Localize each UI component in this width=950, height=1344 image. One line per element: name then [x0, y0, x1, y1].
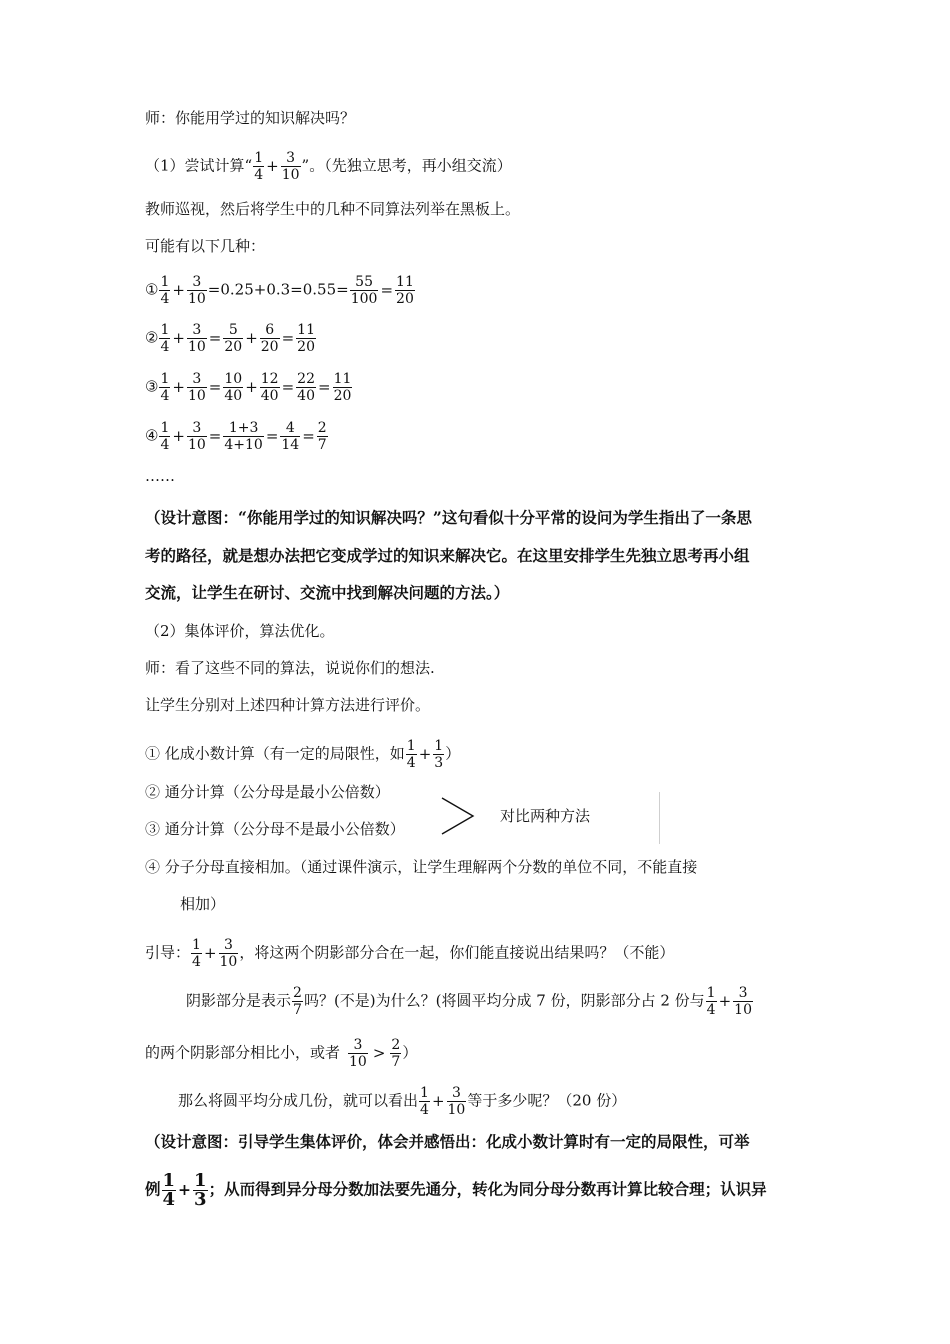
teacher-patrol-text: 教师巡视，然后将学生中的几种不同算法列举在黑板上。 [145, 200, 521, 218]
try-calculate-line: （1）尝试计算“ $\frac{1}{4}$ + $\frac{3}{10}$ ”。（先独立思考，再小组交流） [145, 150, 512, 183]
method-1-line: ① $\frac{1}{4}$ + $\frac{3}{10}$ =0.25+0.3=0.55= $\frac{55}{100}$ = $\frac{11}{20}$ [145, 274, 414, 307]
evaluation-item-2: ② 通分计算（公分母是最小公倍数） [145, 783, 390, 801]
fraction: $\frac{1}{4}$ [254, 150, 264, 183]
design-intent-2-line-2: 例 $\frac{1}{4}$ + $\frac{1}{3}$ ；从而得到异分母分数加法要先通分，转化为同分母分数再计算比较合理；认识异 [145, 1170, 767, 1210]
student-evaluation-text: 让学生分别对上述四种计算方法进行评价。 [145, 696, 431, 714]
guide-line-3: 的两个阴影部分相比小，或者 $\frac{3}{10}$ > $\frac{2}{7}$ ） [145, 1037, 418, 1070]
evaluation-item-4: ④ 分子分母直接相加。（通过课件演示，让学生理解两个分数的单位不同，不能直接 [145, 858, 698, 876]
teacher-question: 师：你能用学过的知识解决吗？ [145, 109, 356, 127]
evaluation-item-1: ① 化成小数计算（有一定的局限性，如 $\frac{1}{4}$ + $\frac{1}{3}$ ） [145, 738, 461, 771]
divider [659, 792, 660, 844]
possible-methods-text: 可能有以下几种： [145, 237, 266, 255]
method-4-line: ④ $\frac{1}{4}$ + $\frac{3}{10}$ = $\frac{1+3}{4+10}$ = $\frac{4}{14}$ = $\frac{2}{7}$ [145, 420, 327, 453]
fraction: $\frac{3}{10}$ [281, 150, 300, 183]
comparison-bracket-icon [440, 796, 476, 836]
design-intent-1-line-3: 交流，让学生在研讨、交流中找到解决问题的方法。） [145, 583, 510, 602]
ellipsis: …… [145, 467, 175, 485]
method-3-line: ③ $\frac{1}{4}$ + $\frac{3}{10}$ = $\frac{10}{40}$ + $\frac{12}{40}$ = $\frac{22}{40}$ = $\frac{11}{20}$ [145, 371, 352, 404]
evaluation-item-3: ③ 通分计算（公分母不是最小公倍数） [145, 820, 405, 838]
design-intent-1-line-1: （设计意图：“你能用学过的知识解决吗？”这句看似十分平常的设问为学生指出了一条思 [145, 508, 752, 527]
method-2-line: ② $\frac{1}{4}$ + $\frac{3}{10}$ = $\frac{5}{20}$ + $\frac{6}{20}$ = $\frac{11}{20}$ [145, 322, 315, 355]
collective-evaluation-heading: （2）集体评价，算法优化。 [145, 622, 335, 640]
teacher-prompt: 师：看了这些不同的算法，说说你们的想法. [145, 659, 435, 677]
evaluation-item-4-cont: 相加） [180, 895, 226, 913]
guide-line-1: 引导： $\frac{1}{4}$ + $\frac{3}{10}$ ，将这两个阴影部分合在一起，你们能直接说出结果吗？（不能） [145, 937, 675, 970]
guide-line-2: 阴影部分是表示 $\frac{2}{7}$ 吗？(不是)为什么？(将圆平均分成 7 份，阴影部分占 2 份与 $\frac{1}{4}$ + $\frac{3}{10}$ [186, 985, 752, 1018]
comparison-label: 对比两种方法 [500, 807, 591, 825]
design-intent-1-line-2: 考的路径，就是想办法把它变成学过的知识来解决它。在这里安排学生先独立思考再小组 [145, 546, 750, 565]
design-intent-2-line-1: （设计意图：引导学生集体评价，体会并感悟出：化成小数计算时有一定的局限性，可举 [145, 1132, 750, 1151]
guide-line-4: 那么将圆平均分成几份，就可以看出 $\frac{1}{4}$ + $\frac{3}{10}$ 等于多少呢？（20 份） [178, 1085, 627, 1118]
